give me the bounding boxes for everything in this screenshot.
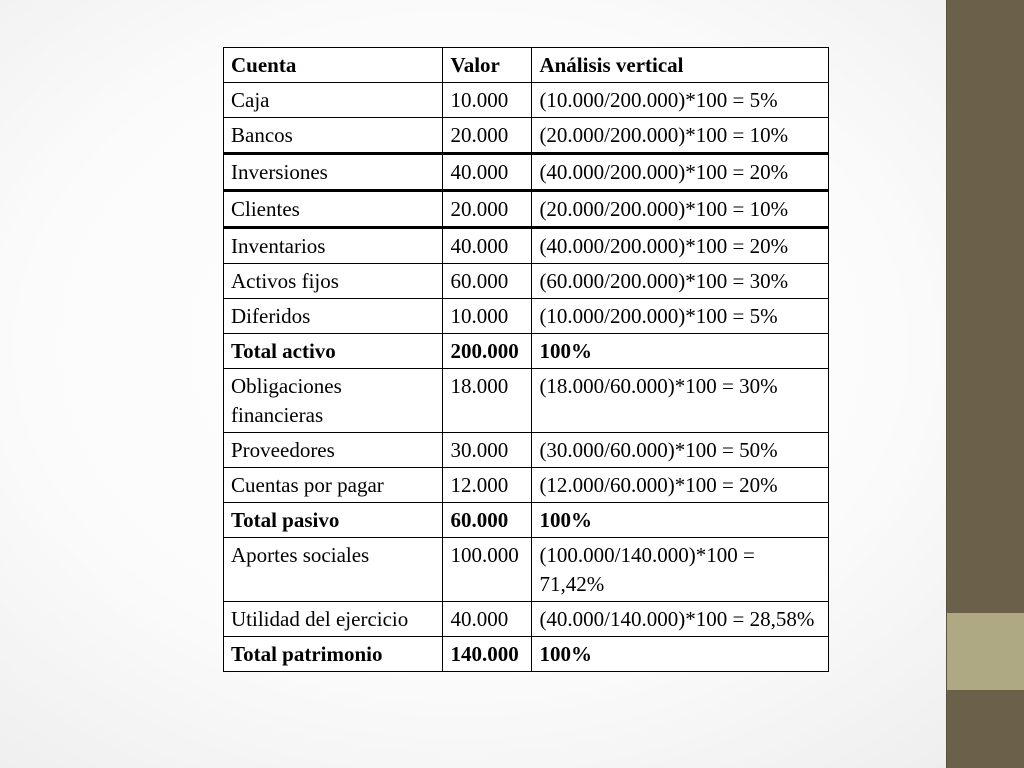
header-cuenta: Cuenta <box>224 48 443 83</box>
cell-valor: 60.000 <box>443 264 532 299</box>
total-row-activo <box>224 334 829 369</box>
table-row <box>224 154 829 191</box>
cell-analisis: (60.000/200.000)*100 = 30% <box>532 264 829 299</box>
cell-valor: 18.000 <box>443 369 532 433</box>
cell-cuenta: Inversiones <box>224 154 443 191</box>
cell-analisis: (18.000/60.000)*100 = 30% <box>532 369 829 433</box>
cell-analisis: 100% <box>532 334 829 369</box>
cell-analisis: (30.000/60.000)*100 = 50% <box>532 433 829 468</box>
cell-valor: 40.000 <box>443 154 532 191</box>
cell-cuenta: Inventarios <box>224 228 443 264</box>
cell-analisis: (20.000/200.000)*100 = 10% <box>532 118 829 154</box>
total-row-patrimonio <box>224 637 829 672</box>
header-valor: Valor <box>443 48 532 83</box>
table-row <box>224 433 829 468</box>
cell-valor: 60.000 <box>443 503 532 538</box>
cell-valor: 40.000 <box>443 602 532 637</box>
table-row <box>224 468 829 503</box>
cell-cuenta: Obligaciones financieras <box>224 369 443 433</box>
cell-cuenta: Aportes sociales <box>224 538 443 602</box>
total-row-pasivo <box>224 503 829 538</box>
table-row <box>224 602 829 637</box>
cell-analisis: (20.000/200.000)*100 = 10% <box>532 191 829 228</box>
cell-cuenta: Total patrimonio <box>224 637 443 672</box>
cell-cuenta: Clientes <box>224 191 443 228</box>
cell-analisis: (12.000/60.000)*100 = 20% <box>532 468 829 503</box>
cell-valor: 20.000 <box>443 191 532 228</box>
table-row <box>224 369 829 433</box>
cell-valor: 10.000 <box>443 83 532 118</box>
cell-valor: 30.000 <box>443 433 532 468</box>
cell-cuenta: Diferidos <box>224 299 443 334</box>
cell-analisis: 100% <box>532 503 829 538</box>
table-row <box>224 191 829 228</box>
cell-analisis: (40.000/140.000)*100 = 28,58% <box>532 602 829 637</box>
cell-valor: 140.000 <box>443 637 532 672</box>
cell-analisis: (10.000/200.000)*100 = 5% <box>532 299 829 334</box>
cell-valor: 20.000 <box>443 118 532 154</box>
cell-analisis: 100% <box>532 637 829 672</box>
cell-valor: 100.000 <box>443 538 532 602</box>
cell-cuenta: Caja <box>224 83 443 118</box>
table-row <box>224 118 829 154</box>
header-analisis-vertical: Análisis vertical <box>532 48 829 83</box>
table-row <box>224 538 829 602</box>
cell-valor: 200.000 <box>443 334 532 369</box>
cell-analisis: (40.000/200.000)*100 = 20% <box>532 228 829 264</box>
table-row <box>224 83 829 118</box>
cell-valor: 40.000 <box>443 228 532 264</box>
table-row <box>224 264 829 299</box>
cell-cuenta: Utilidad del ejercicio <box>224 602 443 637</box>
cell-valor: 12.000 <box>443 468 532 503</box>
cell-analisis: (10.000/200.000)*100 = 5% <box>532 83 829 118</box>
cell-cuenta: Total activo <box>224 334 443 369</box>
cell-cuenta: Activos fijos <box>224 264 443 299</box>
cell-cuenta: Cuentas por pagar <box>224 468 443 503</box>
table-header-row <box>224 48 829 83</box>
cell-analisis: (100.000/140.000)*100 = 71,42% <box>532 538 829 602</box>
table-row <box>224 228 829 264</box>
table-row <box>224 299 829 334</box>
cell-cuenta: Proveedores <box>224 433 443 468</box>
cell-cuenta: Total pasivo <box>224 503 443 538</box>
cell-cuenta: Bancos <box>224 118 443 154</box>
vertical-analysis-table <box>223 47 829 672</box>
decorative-sidebar-accent <box>947 613 1024 690</box>
cell-analisis: (40.000/200.000)*100 = 20% <box>532 154 829 191</box>
cell-valor: 10.000 <box>443 299 532 334</box>
